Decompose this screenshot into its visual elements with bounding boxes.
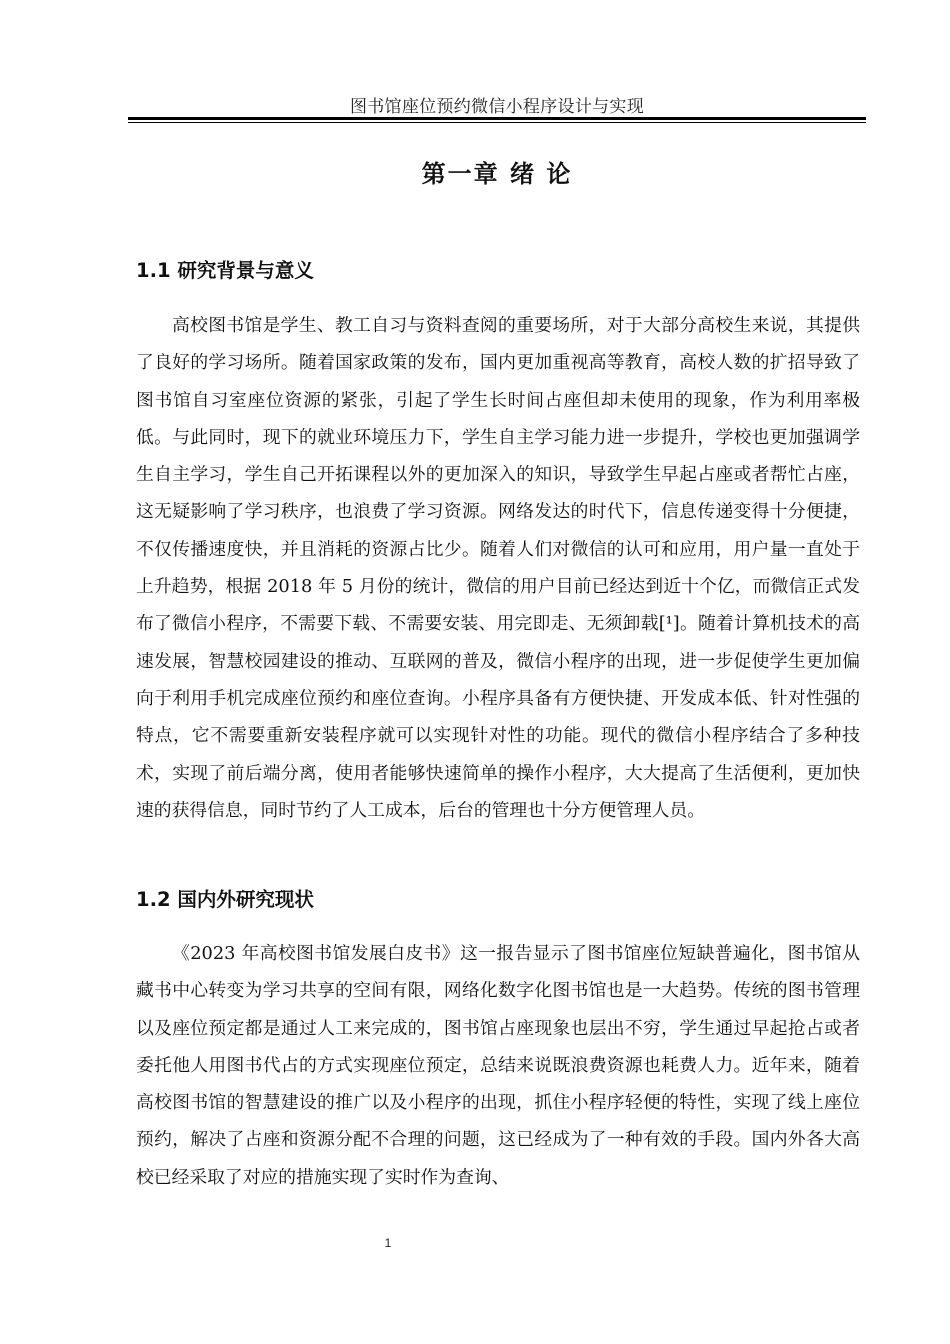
header-rule-thick (128, 117, 866, 120)
running-header: 图书馆座位预约微信小程序设计与实现 (349, 97, 645, 117)
page-number: 1 (384, 1236, 392, 1250)
section-paragraph-1-2: 《2023 年高校图书馆发展白皮书》这一报告显示了图书馆座位短缺普遍化，图书馆从藏书中心转变为学习共享的空间有限，网络化数字化图书馆也是一大趋势。传统的图书管理以及座位预定都是通过人工来完成的，图书馆占座现象也层出不穷，学生通过早起抢占或者委托他人用图书代占的方式实现座位预定，总结来说既浪费资源也耗费人力。近年来，随着高校图书馆的智慧建设的推广以及小程序的出现，抓住小程序轻便的特性，实现了线上座位预约，解决了占座和资源分配不合理的问题，这已经成为了一种有效的手段。国内外各大高校已经采取了对应的措施实现了实时作为查询、 (136, 943, 860, 1188)
section-paragraph-1-1: 高校图书馆是学生、教工自习与资料查阅的重要场所，对于大部分高校生来说，其提供了良好的学习场所。随着国家政策的发布，国内更加重视高等教育，高校人数的扩招导致了图书馆自习室座位资源的紧张，引起了学生长时间占座但却未使用的现象，作为利用率极低。与此同时，现下的就业环境压力下，学生自主学习能力进一步提升，学校也更加强调学生自主学习，学生自己开拓课程以外的更加深入的知识，导致学生早起占座或者帮忙占座，这无疑影响了学习秩序，也浪费了学习资源。网络发达的时代下，信息传递变得十分便捷，不仅传播速度快，并且消耗的资源占比少。随着人们对微信的认可和应用，用户量一直处于上升趋势，根据 2018 年 5 月份的统计，微信的用户目前已经达到近十个亿，而微信正式发布了微信小程序，不需要下载、不需要安装、用完即走、无须卸载[¹]。随着计算机技术的高速发展，智慧校园建设的推动、互联网的普及，微信小程序的出现，进一步促使学生更加偏向于利用手机完成座位预约和座位查询。小程序具备有方便快捷、开发成本低、针对性强的特点，它不需要重新安装程序就可以实现针对性的功能。现代的微信小程序结合了多种技术，实现了前后端分离，使用者能够快速简单的操作小程序，大大提高了生活便利，更加快速的获得信息，同时节约了人工成本，后台的管理也十分方便管理人员。 (136, 315, 860, 821)
section-heading-1-1: 1.1 研究背景与意义 (136, 259, 314, 282)
section-heading-1-2: 1.2 国内外研究现状 (136, 888, 314, 911)
header-rule-thin (128, 122, 866, 123)
chapter-title: 第一章 绪 论 (421, 160, 573, 188)
